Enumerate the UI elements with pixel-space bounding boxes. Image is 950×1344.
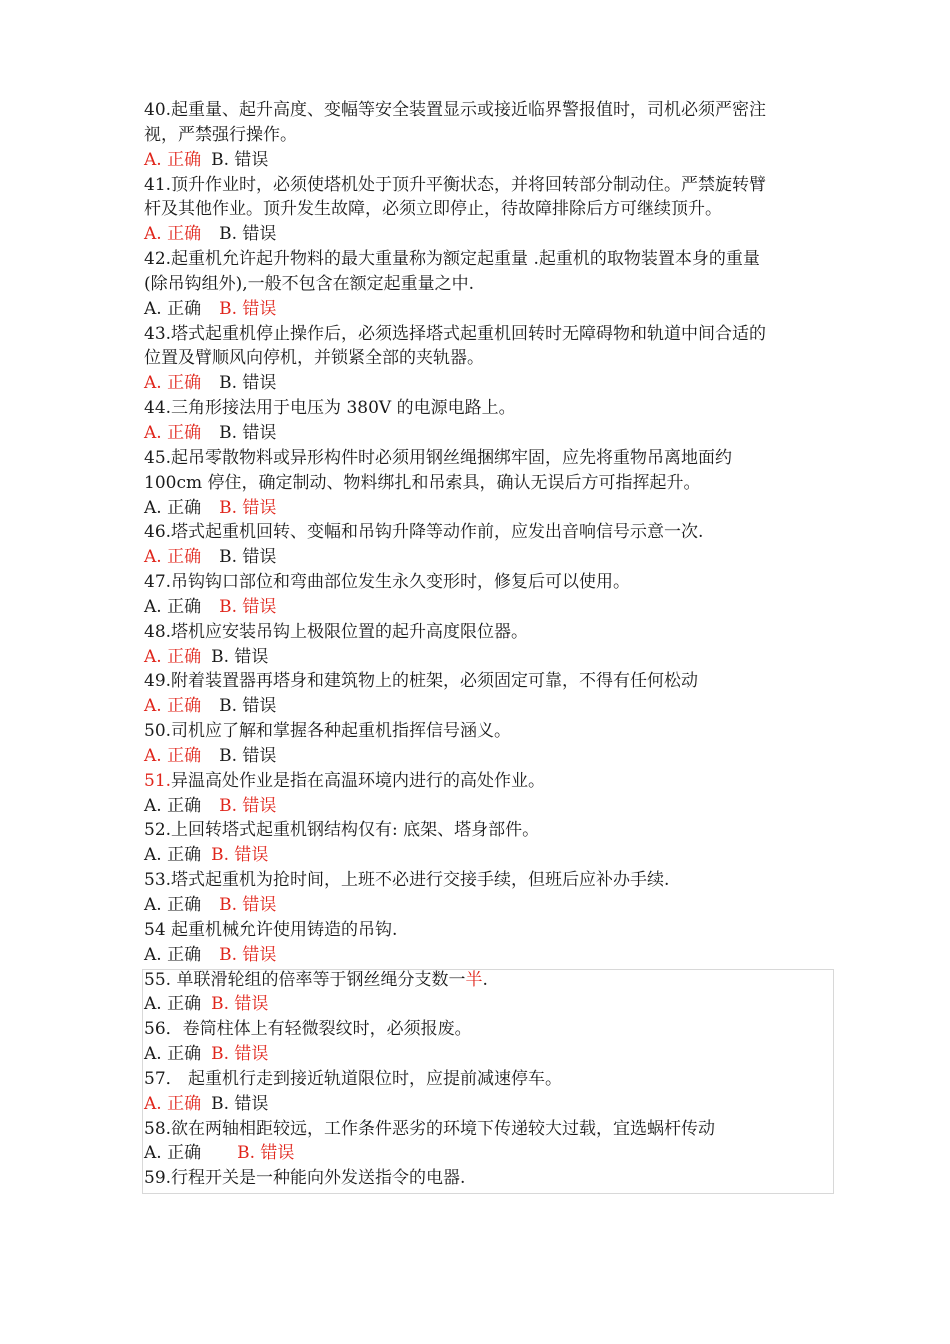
option-b: B. 错误 [219, 224, 277, 245]
option-a: A. 正确 [144, 149, 202, 170]
question-text [144, 396, 844, 421]
question-number: 51. [144, 770, 172, 791]
question-text-continued: 位置及臂顺风向停机，并锁紧全部的夹轨器。 [144, 348, 484, 369]
question-body: 司机应了解和掌握各种起重机指挥信号涵义。 [171, 721, 512, 742]
answer-options [144, 694, 844, 719]
question-text [144, 769, 844, 794]
question-text [144, 719, 844, 744]
option-a: A. 正确 [144, 795, 202, 816]
question-body: 卷筒柱体上有轻微裂纹时，必须报废。 [182, 1019, 472, 1040]
option-b: B. 错误 [219, 745, 277, 766]
option-b: B. 错误 [237, 1143, 295, 1164]
question-text [144, 1067, 844, 1092]
question-text [144, 968, 844, 993]
option-b: B. 错误 [211, 646, 269, 667]
question-item [144, 446, 844, 521]
answer-options [144, 992, 844, 1017]
question-item [144, 719, 844, 769]
question-item [144, 1117, 844, 1167]
question-text [144, 868, 844, 893]
option-b: B. 错误 [219, 422, 277, 443]
option-b: B. 错误 [219, 547, 277, 568]
question-item [144, 247, 844, 322]
option-a: A. 正确 [144, 944, 202, 965]
option-a: A. 正确 [144, 298, 202, 319]
option-b: B. 错误 [211, 1044, 269, 1065]
question-number: 53. [144, 870, 172, 891]
answer-options [144, 1141, 844, 1166]
option-b: B. 错误 [219, 795, 277, 816]
option-a: A. 正确 [144, 373, 202, 394]
option-a: A. 正确 [144, 547, 202, 568]
answer-options [144, 148, 844, 173]
question-number: 41. [144, 174, 172, 195]
option-a: A. 正确 [144, 994, 202, 1015]
answer-options [144, 297, 844, 322]
question-text [144, 247, 844, 272]
question-body: 顶升作业时，必须使塔机处于顶升平衡状态，并将回转部分制动住。严禁旋转臂 [171, 174, 767, 195]
question-number: 46. [144, 522, 172, 543]
question-text [144, 322, 844, 347]
question-number: 40. [144, 100, 172, 120]
answer-options [144, 1092, 844, 1117]
question-text [144, 520, 844, 545]
option-a: A. 正确 [144, 646, 202, 667]
question-text [144, 98, 844, 123]
question-item [144, 868, 844, 918]
answer-options [144, 893, 844, 918]
question-item [144, 322, 844, 397]
question-number: 49. [144, 671, 172, 692]
question-body: 塔式起重机为抢时间，上班不必进行交接手续，但班后应补办手续. [171, 870, 670, 891]
question-text [144, 818, 844, 843]
option-b: B. 错误 [219, 298, 277, 319]
option-a: A. 正确 [144, 1143, 202, 1164]
question-body: 起重机允许起升物料的最大重量称为额定起重量 .起重机的取物装置本身的重量 [171, 249, 760, 270]
question-number: 50. [144, 721, 172, 742]
option-b: B. 错误 [211, 149, 269, 170]
question-number: 55. [144, 969, 177, 990]
question-item [144, 620, 844, 670]
question-number: 48. [144, 621, 172, 642]
answer-options [144, 421, 844, 446]
option-b: B. 错误 [219, 696, 277, 717]
question-text-continued: 杆及其他作业。顶升发生故障，必须立即停止，待故障排除后方可继续顶升。 [144, 199, 722, 220]
option-a: A. 正确 [144, 1044, 202, 1065]
question-item [144, 769, 844, 819]
question-body: 塔式起重机回转、变幅和吊钩升降等动作前，应发出音响信号示意一次. [171, 522, 704, 543]
answer-options [144, 943, 844, 968]
option-a: A. 正确 [144, 497, 202, 518]
question-text [144, 1117, 844, 1142]
question-item [144, 1017, 844, 1067]
answer-options [144, 744, 844, 769]
option-a: A. 正确 [144, 895, 202, 915]
question-list [144, 98, 844, 1191]
question-item [144, 818, 844, 868]
question-number: 47. [144, 572, 172, 593]
question-number: 42. [144, 249, 172, 270]
option-b: B. 错误 [211, 994, 269, 1015]
answer-options [144, 843, 844, 868]
question-number: 59. [144, 1168, 172, 1189]
option-a: A. 正确 [144, 596, 202, 617]
question-text [144, 1166, 844, 1191]
question-item [144, 98, 844, 173]
question-body: 起重机行走到接近轨道限位时，应提前减速停车。 [182, 1068, 563, 1089]
question-body: 行程开关是一种能向外发送指令的电器. [171, 1168, 466, 1189]
question-body: 起重量、起升高度、变幅等安全装置显示或接近临界警报值时，司机必须严密注 [171, 100, 767, 120]
answer-options [144, 1042, 844, 1067]
option-b: B. 错误 [219, 596, 277, 617]
question-item [144, 968, 844, 1018]
question-number: 52. [144, 820, 172, 841]
option-a: A. 正确 [144, 845, 202, 866]
question-number: 43. [144, 323, 172, 344]
answer-options [144, 371, 844, 396]
option-b: B. 错误 [219, 895, 277, 915]
answer-options [144, 496, 844, 521]
question-text [144, 446, 844, 471]
question-text [144, 669, 844, 694]
question-item [144, 918, 844, 968]
answer-options [144, 645, 844, 670]
question-body: 塔机应安装吊钩上极限位置的起升高度限位器。 [171, 621, 529, 642]
question-number: 57． [144, 1068, 183, 1089]
question-number: 44. [144, 398, 172, 419]
question-body: 起重机械允许使用铸造的吊钩. [171, 919, 398, 940]
question-item [144, 570, 844, 620]
option-a: A. 正确 [144, 422, 202, 443]
answer-options [144, 222, 844, 247]
question-body: 欲在两轴相距较远，工作条件恶劣的环境下传递较大过载，宜选蜗杆传动 [171, 1118, 716, 1139]
question-body-tail: . [482, 969, 488, 990]
option-b: B. 错误 [219, 373, 277, 394]
question-body: 单联滑轮组的倍率等于钢丝绳分支数一 [176, 969, 466, 990]
question-body: 附着装置器再塔身和建筑物上的桩架，必须固定可靠，不得有任何松动 [171, 671, 699, 692]
question-body: 吊钩钩口部位和弯曲部位发生永久变形时，修复后可以使用。 [171, 572, 631, 593]
question-number: 56． [144, 1019, 183, 1040]
question-body-highlight: 半 [465, 969, 483, 990]
question-text [144, 620, 844, 645]
question-text-continued: 视，严禁强行操作。 [144, 124, 297, 145]
option-a: A. 正确 [144, 1093, 202, 1114]
question-text [144, 570, 844, 595]
question-number: 58. [144, 1118, 172, 1139]
question-body: 异温高处作业是指在高温环境内进行的高处作业。 [171, 770, 546, 791]
option-a: A. 正确 [144, 224, 202, 245]
question-body: 上回转塔式起重机钢结构仅有: 底架、塔身部件。 [171, 820, 540, 841]
question-body: 三角形接法用于电压为 380V 的电源电路上。 [171, 398, 516, 419]
option-b: B. 错误 [219, 944, 277, 965]
question-item [144, 396, 844, 446]
question-text-continued: 100cm 停住，确定制动、物料绑扎和吊索具，确认无误后方可指挥起升。 [144, 472, 701, 493]
question-text [144, 1017, 844, 1042]
option-a: A. 正确 [144, 696, 202, 717]
question-item [144, 1067, 844, 1117]
question-text [144, 918, 844, 943]
answer-options [144, 595, 844, 620]
question-item [144, 669, 844, 719]
option-a: A. 正确 [144, 745, 202, 766]
question-body: 塔式起重机停止操作后，必须选择塔式起重机回转时无障碍物和轨道中间合适的 [171, 323, 767, 344]
option-b: B. 错误 [211, 845, 269, 866]
question-item [144, 520, 844, 570]
option-b: B. 错误 [219, 497, 277, 518]
answer-options [144, 794, 844, 819]
question-text-continued: (除吊钩组外),一般不包含在额定起重量之中. [144, 273, 475, 294]
question-number: 54 [144, 919, 172, 940]
option-b: B. 错误 [211, 1093, 269, 1114]
question-body: 起吊零散物料或异形构件时必须用钢丝绳捆绑牢固，应先将重物吊离地面约 [171, 447, 733, 468]
question-number: 45. [144, 447, 172, 468]
question-item [144, 173, 844, 248]
answer-options [144, 545, 844, 570]
question-text [144, 173, 844, 198]
question-item [144, 1166, 844, 1191]
